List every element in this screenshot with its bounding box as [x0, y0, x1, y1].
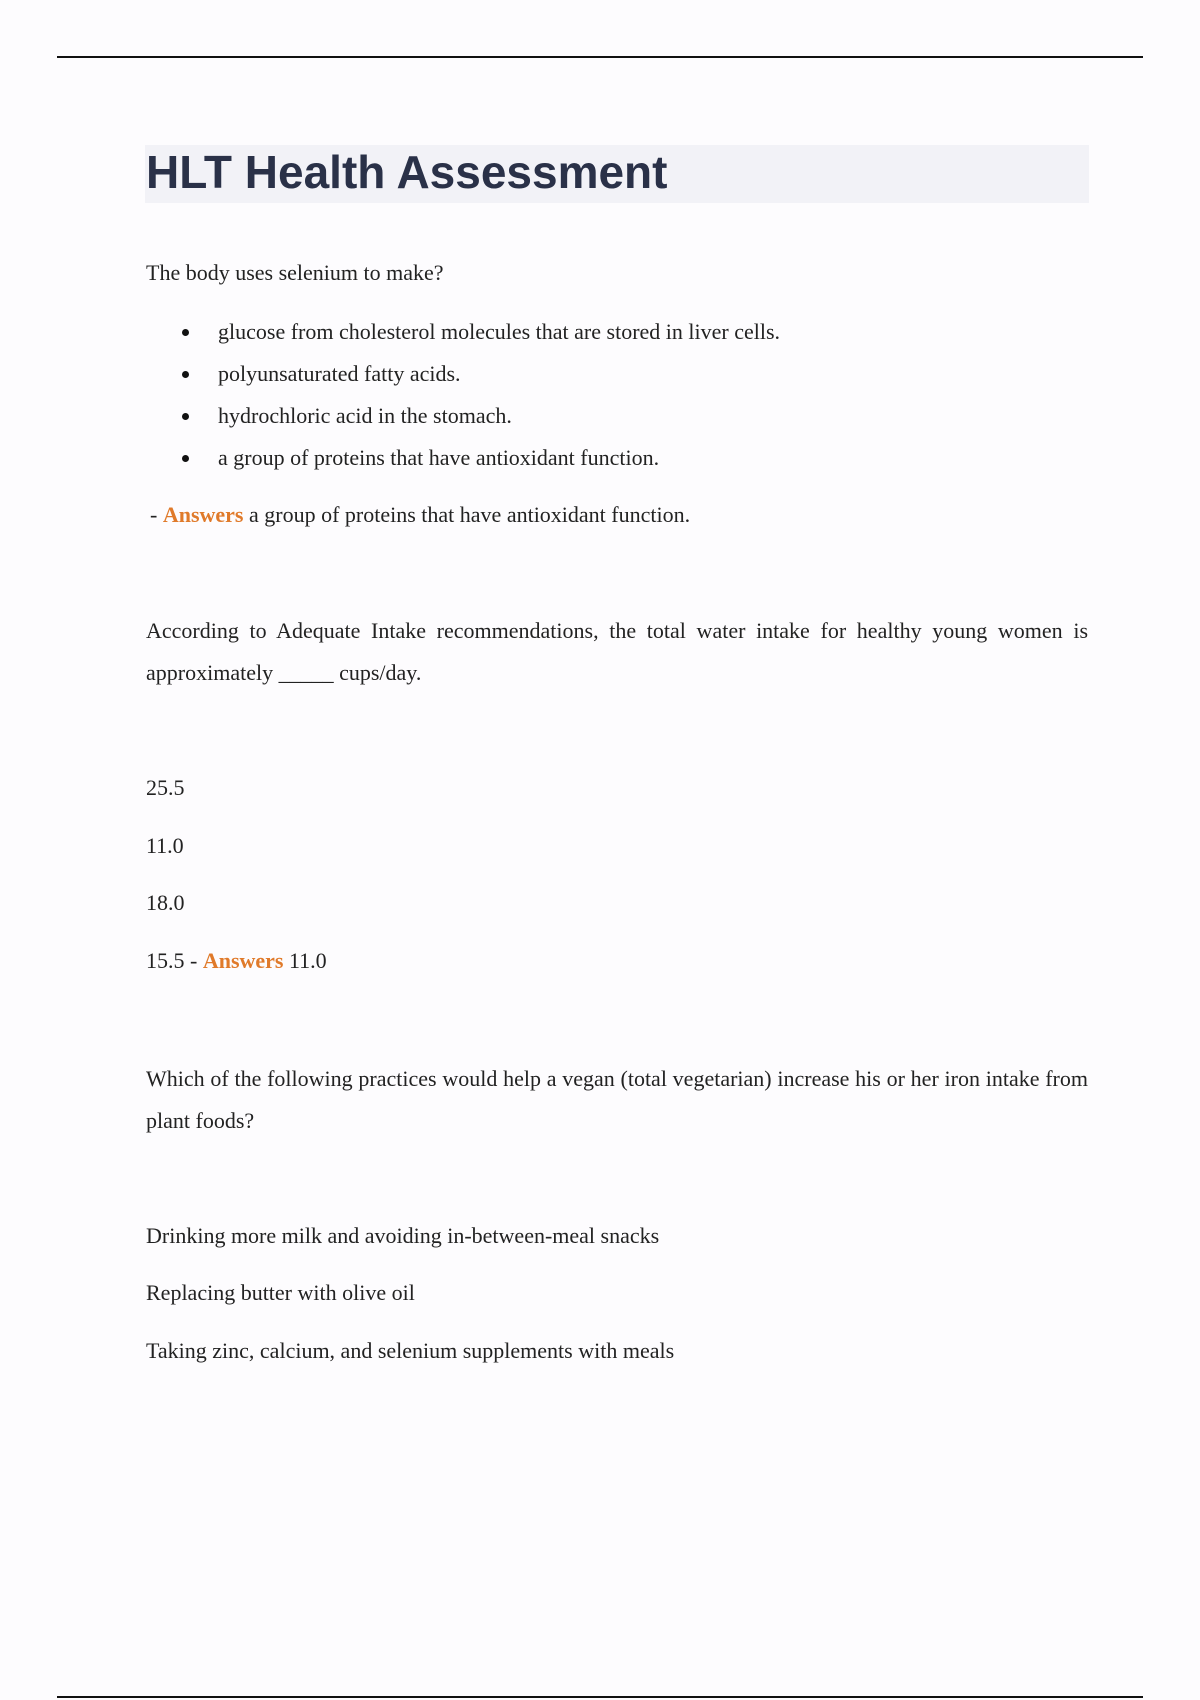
option-item: [146, 356, 780, 398]
question-3-prompt: Which of the following practices would help a vegan (total vegetarian) increase his or her iron intake from plant foods?: [146, 1066, 1088, 1133]
option-item: [146, 398, 780, 440]
option-line: Drinking more milk and avoiding in-between-meal snacks: [146, 1223, 660, 1248]
question-1-prompt: The body uses selenium to make?: [146, 260, 444, 285]
bullet-icon: [182, 371, 189, 378]
option-item: [146, 440, 780, 482]
answer-text: a group of proteins that have antioxidant function.: [249, 502, 691, 527]
top-rule: [57, 56, 1143, 58]
page-title: HLT Health Assessment: [146, 146, 668, 198]
option-line: 25.5: [146, 775, 185, 800]
option-line: Taking zinc, calcium, and selenium supplements with meals: [146, 1338, 675, 1363]
option-text: hydrochloric acid in the stomach.: [218, 403, 512, 428]
answer-label: Answers: [202, 948, 284, 973]
question-1-answer: [150, 500, 690, 530]
bottom-rule: [57, 1696, 1143, 1698]
option-item: [146, 314, 780, 356]
question-2-prompt: According to Adequate Intake recommendations, the total water intake for healthy young women is approximately _____ cups/day.: [146, 618, 1088, 685]
bullet-icon: [182, 455, 189, 462]
answer-text: 11.0: [289, 948, 327, 973]
bullet-icon: [182, 413, 189, 420]
option-text: glucose from cholesterol molecules that are stored in liver cells.: [218, 319, 781, 344]
option-line: Replacing butter with olive oil: [146, 1280, 415, 1305]
option-text: a group of proteins that have antioxidant function.: [218, 445, 660, 470]
option-text: polyunsaturated fatty acids.: [218, 361, 461, 386]
option-text: 15.5 -: [146, 948, 198, 973]
bullet-icon: [182, 329, 189, 336]
answer-label: Answers: [162, 502, 244, 527]
answer-prefix: -: [150, 502, 158, 527]
option-line: 11.0: [146, 833, 184, 858]
option-line: 18.0: [146, 890, 185, 915]
question-1-options: [146, 314, 780, 482]
question-2-answer-line: [146, 946, 327, 976]
